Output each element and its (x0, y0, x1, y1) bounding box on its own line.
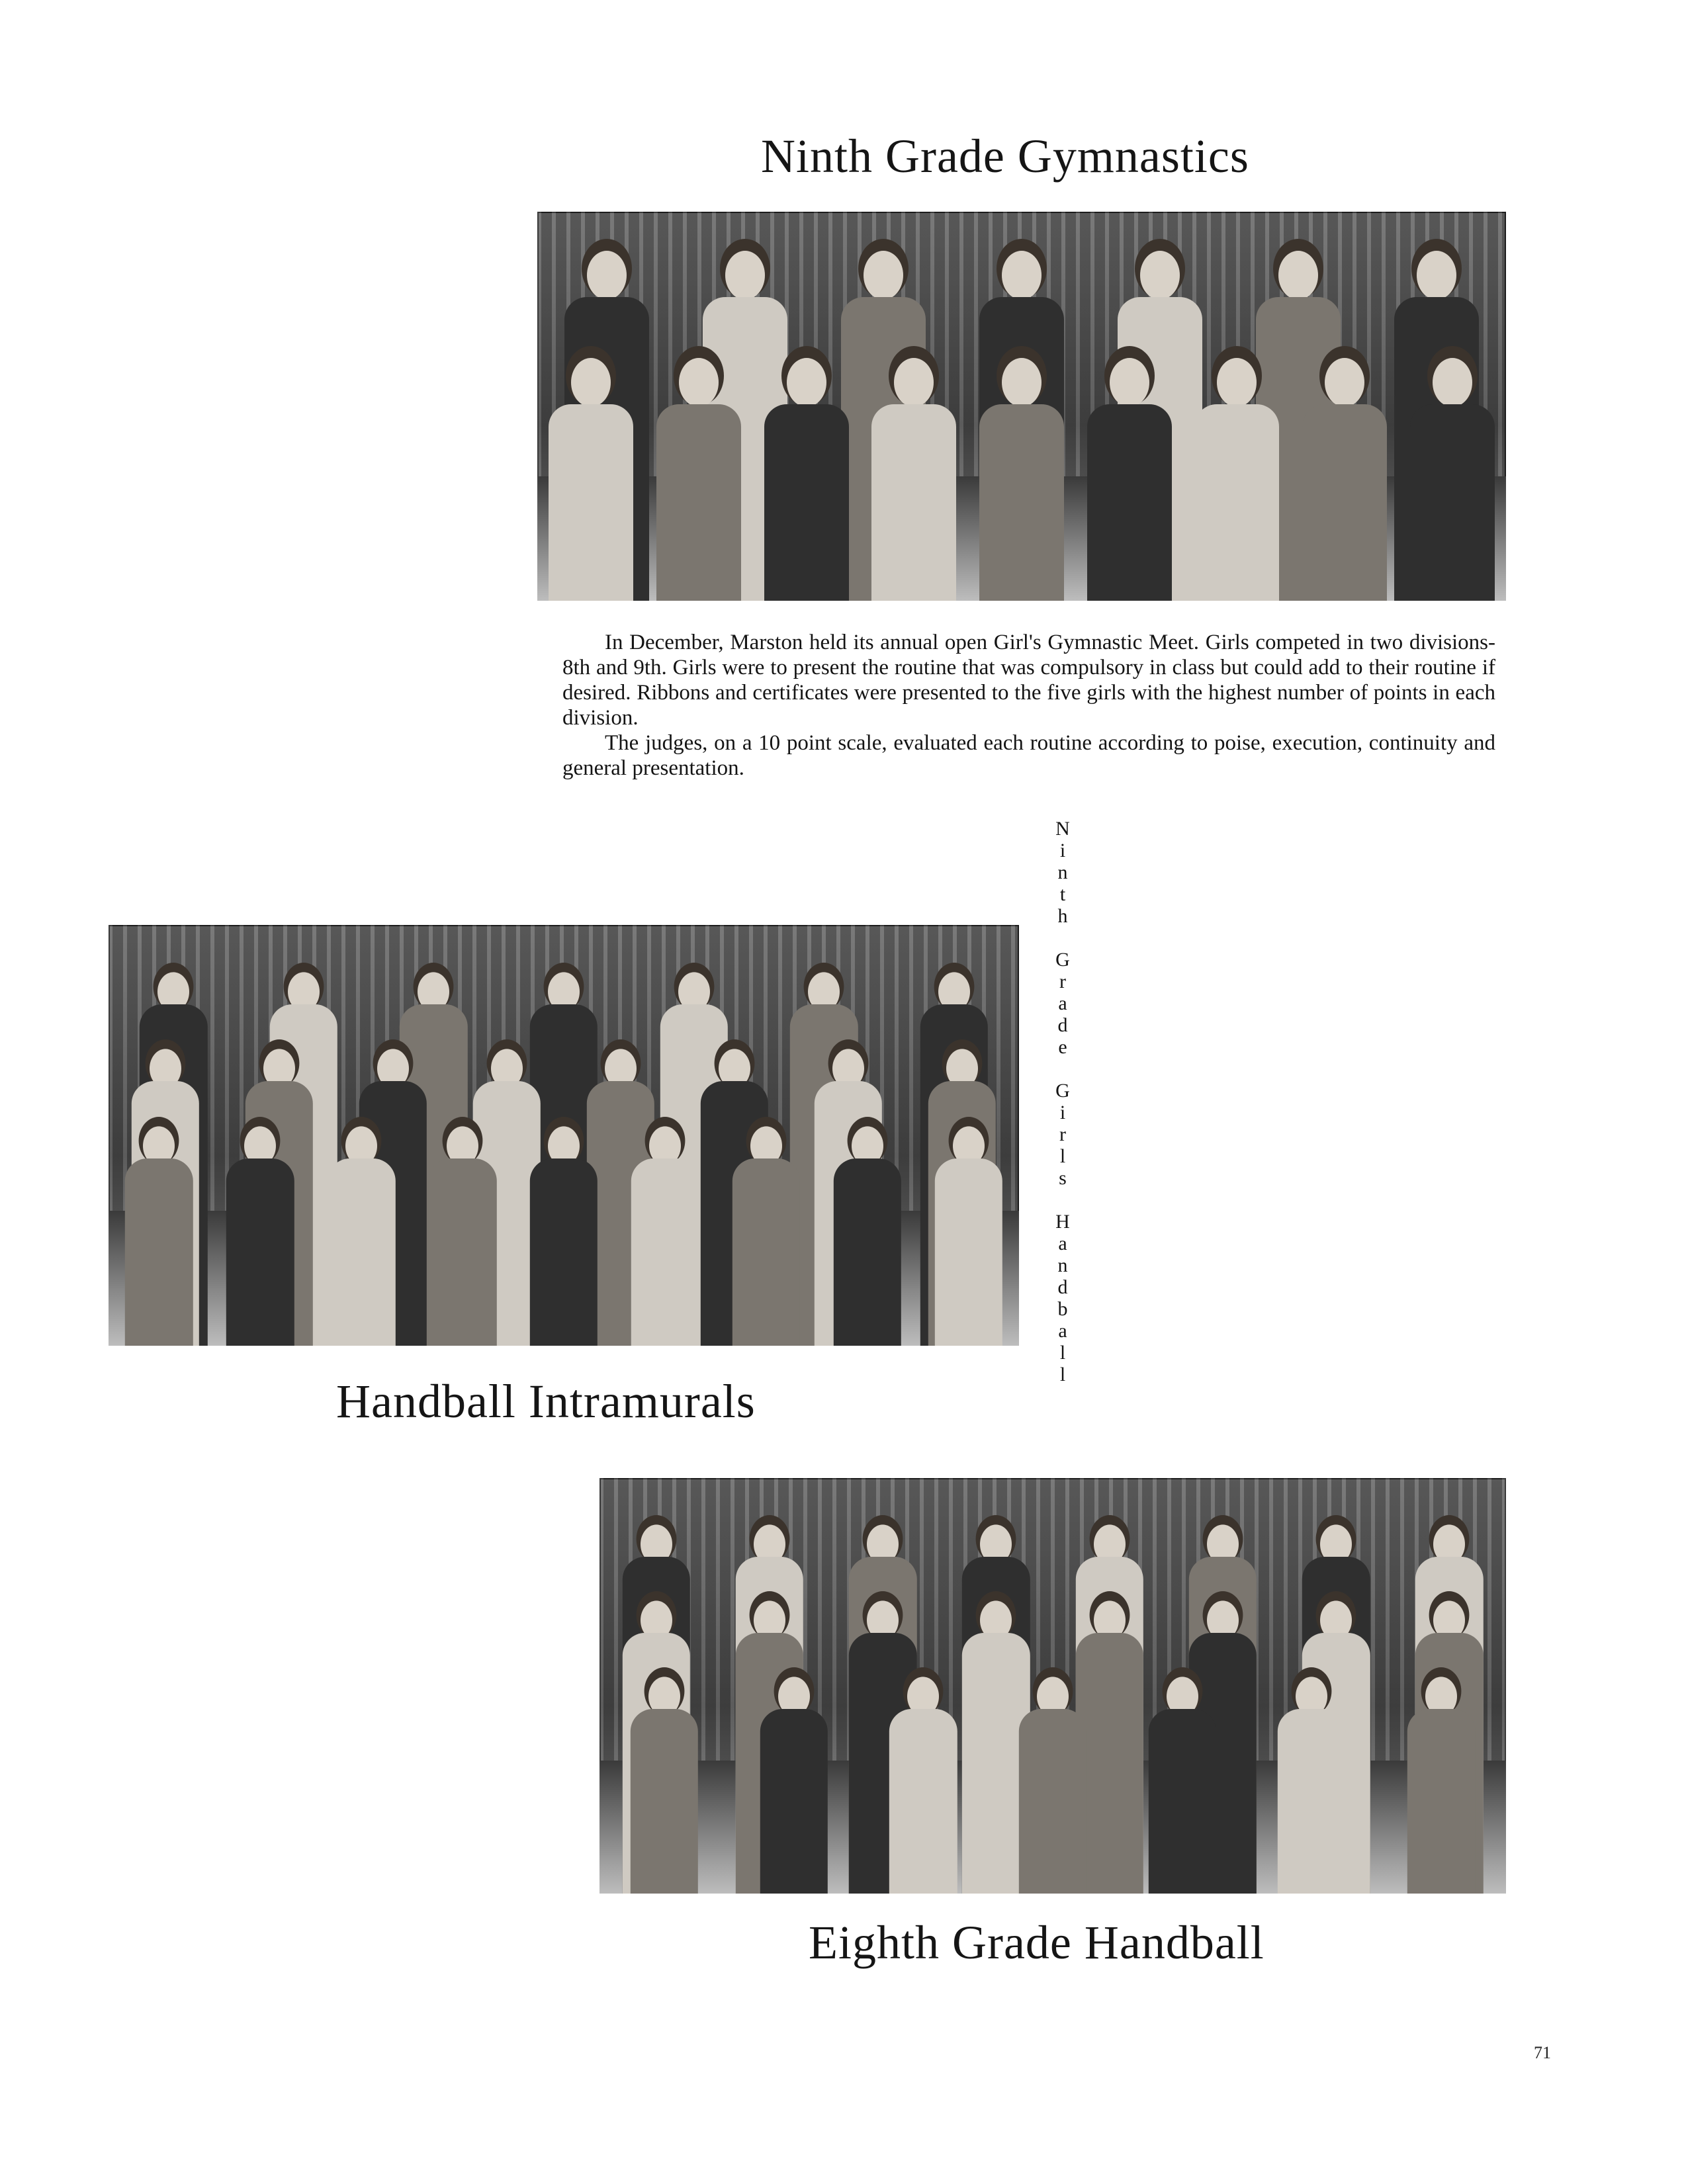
photo-person (545, 358, 637, 601)
photo-person (877, 1672, 969, 1894)
photo-person (748, 1672, 840, 1894)
vertical-caption-letter: i (1059, 1102, 1066, 1123)
photo-person (720, 1121, 813, 1346)
photo-person (821, 1121, 914, 1346)
photo-person (619, 1121, 711, 1346)
gymnastics-team-photo (537, 212, 1506, 601)
vertical-caption-letter: a (1058, 1233, 1067, 1254)
vertical-caption-letter: d (1057, 1276, 1068, 1298)
photo-person (652, 358, 745, 601)
photo-person (1006, 1672, 1099, 1894)
handball-intramurals-photo (109, 925, 1019, 1346)
photo-person (1406, 358, 1499, 601)
photo-person (1136, 1672, 1229, 1894)
vertical-caption-letter: l (1059, 1342, 1066, 1364)
article-paragraph-2: The judges, on a 10 point scale, evaluated each routine according to poise, execution, continuity and general presentation. (562, 731, 1495, 780)
vertical-caption-letter: r (1059, 971, 1066, 992)
vertical-caption-letter: G (1055, 1080, 1070, 1102)
photo-person (1298, 358, 1391, 601)
vertical-caption-letter: h (1057, 905, 1068, 927)
vertical-caption-letter: G (1055, 949, 1070, 971)
photo-person (416, 1121, 509, 1346)
photo-person (975, 358, 1068, 601)
vertical-caption-letter: l (1059, 1145, 1066, 1167)
article-paragraph-1: In December, Marston held its annual open Girl's Gymnastic Meet. Girls competed in two divisions-8th and 9th. Girls were to present the routine that was compulsory in class but could add to their routine if desired. Ribbons and certificates were presented to the five girls with the highest number of points in each division. (562, 631, 1495, 730)
gymnastics-title: Ninth Grade Gymnastics (761, 130, 1249, 183)
photo-person (867, 358, 960, 601)
vertical-caption-letter: s (1059, 1167, 1067, 1189)
photo-person (1083, 358, 1176, 601)
vertical-caption-letter: N (1055, 818, 1070, 840)
vertical-caption-letter: H (1055, 1211, 1070, 1233)
photo-person (112, 1121, 205, 1346)
vertical-caption-letter: b (1057, 1298, 1068, 1320)
photo-person (315, 1121, 408, 1346)
handball-intramurals-title: Handball Intramurals (336, 1375, 756, 1428)
vertical-caption-word (1055, 1080, 1070, 1189)
vertical-caption-letter: a (1058, 992, 1067, 1014)
eighth-grade-handball-photo (599, 1478, 1506, 1894)
photo-person (214, 1121, 306, 1346)
vertical-caption-letter: n (1057, 1254, 1068, 1276)
photo-person (1190, 358, 1283, 601)
vertical-caption-letter: n (1057, 861, 1068, 883)
vertical-caption-letter: r (1059, 1123, 1066, 1145)
vertical-caption-letter: a (1058, 1320, 1067, 1342)
vertical-caption-word (1055, 949, 1070, 1058)
photo-person (1395, 1672, 1487, 1894)
vertical-caption-word (1055, 1211, 1070, 1385)
vertical-caption (1051, 818, 1075, 1385)
gymnastics-article (562, 630, 1495, 781)
page-number: 71 (1534, 2043, 1551, 2062)
vertical-caption-letter: t (1059, 883, 1066, 905)
vertical-caption-letter: e (1058, 1036, 1067, 1058)
photo-person (517, 1121, 610, 1346)
eighth-grade-handball-title: Eighth Grade Handball (809, 1916, 1264, 1969)
vertical-caption-letter: l (1059, 1364, 1066, 1385)
photo-person (1265, 1672, 1358, 1894)
photo-person (922, 1121, 1015, 1346)
vertical-caption-letter: d (1057, 1014, 1068, 1036)
vertical-caption-letter: i (1059, 840, 1066, 861)
vertical-caption-word (1055, 818, 1070, 927)
photo-person (760, 358, 853, 601)
photo-person (618, 1672, 711, 1894)
